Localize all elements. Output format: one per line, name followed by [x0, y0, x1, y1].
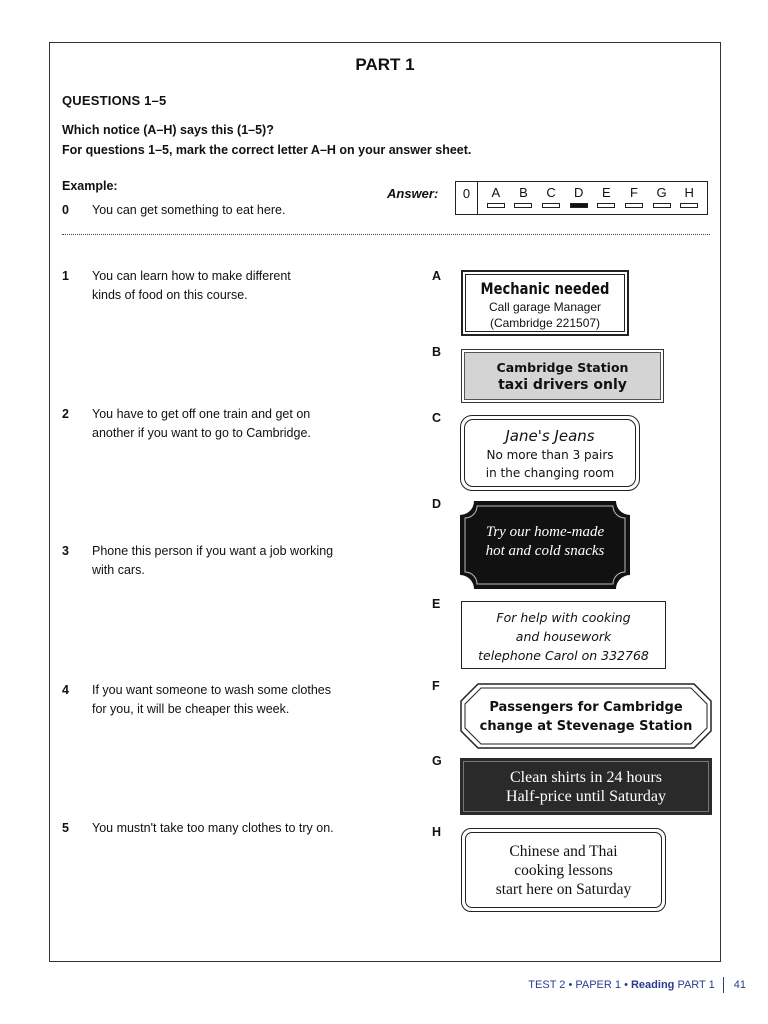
notice-f-line: Passengers for Cambridge	[489, 700, 683, 715]
answer-option-a	[484, 185, 508, 214]
answer-label: Answer:	[387, 186, 439, 201]
question-number: 2	[62, 407, 69, 421]
notice-letter: A	[432, 269, 442, 283]
answer-option-d	[567, 185, 591, 214]
example-label: Example:	[62, 179, 118, 193]
question-number: 3	[62, 544, 69, 558]
notice-a-line: (Cambridge 221507)	[489, 316, 601, 330]
instruction-line-1: Which notice (A–H) says this (1–5)?	[62, 123, 274, 137]
question-number: 5	[62, 821, 69, 835]
notice-letter: G	[432, 754, 442, 768]
example-number: 0	[62, 203, 69, 217]
notice-b-inner	[464, 352, 661, 400]
notice-letter: B	[432, 345, 442, 359]
notice-h	[461, 828, 666, 912]
instruction-line-2: For questions 1–5, mark the correct letter A–H on your answer sheet.	[62, 143, 472, 157]
notice-c-line: No more than 3 pairs	[486, 448, 614, 462]
notice-e-line: and housework	[515, 629, 612, 644]
question-text	[92, 542, 333, 580]
question-line: kinds of food on this course.	[92, 288, 248, 302]
answer-option-letter: C	[546, 185, 556, 200]
notice-a-heading: Mechanic needed	[480, 279, 610, 298]
notice-g-inner	[463, 761, 709, 812]
answer-option-f	[622, 185, 646, 214]
question-line: with cars.	[92, 563, 145, 577]
question-text	[92, 405, 311, 443]
question-number: 4	[62, 683, 69, 697]
notice-e-line: For help with cooking	[496, 610, 631, 625]
notice-letter: F	[432, 679, 440, 693]
question-line: You mustn't take too many clothes to try on.	[92, 821, 334, 835]
notice-d-text	[460, 523, 630, 561]
page-footer	[528, 977, 746, 993]
question-line: You can learn how to make different	[92, 269, 291, 283]
answer-lozenge	[653, 203, 671, 208]
notice-f-text	[460, 698, 712, 736]
notice-letter: H	[432, 825, 442, 839]
notice-c	[460, 415, 640, 491]
answer-option-c	[539, 185, 563, 214]
notice-h-line: start here on Saturday	[495, 881, 632, 898]
answer-lozenge	[542, 203, 560, 208]
footer-bullet: •	[565, 979, 576, 991]
answer-option-letter: H	[684, 185, 694, 200]
question-line: for you, it will be cheaper this week.	[92, 702, 290, 716]
answer-option-g	[650, 185, 674, 214]
page-number: 41	[733, 979, 746, 991]
footer-reading: Reading	[630, 979, 675, 991]
notice-a-inner	[465, 274, 625, 332]
answer-option-h	[677, 185, 701, 214]
notice-a-line: Call garage Manager	[488, 300, 602, 314]
question-line: another if you want to go to Cambridge.	[92, 426, 311, 440]
notice-f	[460, 683, 712, 749]
dotted-divider	[62, 234, 710, 235]
answer-grid-letters	[478, 182, 707, 214]
notice-a	[461, 270, 629, 336]
notice-g-line: Clean shirts in 24 hours	[510, 769, 662, 786]
footer-divider	[723, 977, 724, 993]
question-number: 1	[62, 269, 69, 283]
answer-option-letter: F	[629, 185, 638, 200]
notice-d-line: hot and cold snacks	[485, 543, 605, 559]
question-line: You have to get off one train and get on	[92, 407, 311, 421]
exam-page-frame	[49, 42, 721, 962]
answer-lozenge	[680, 203, 698, 208]
answer-grid-number: 0	[456, 182, 478, 214]
notice-b-line: Cambridge Station	[496, 360, 629, 375]
notice-b	[461, 349, 664, 403]
notice-g	[460, 758, 712, 815]
question-line: Phone this person if you want a job working	[92, 544, 334, 558]
notice-e	[461, 601, 666, 669]
footer-part: PART 1	[677, 979, 715, 991]
notice-e-line: telephone Carol on 332768	[478, 648, 649, 663]
answer-lozenge	[597, 203, 615, 208]
answer-lozenge	[625, 203, 643, 208]
example-answer-grid	[455, 181, 708, 215]
questions-heading: QUESTIONS 1–5	[62, 93, 167, 108]
question-text	[92, 681, 331, 719]
notice-c-inner	[464, 419, 636, 487]
notice-d-line: Try our home-made	[485, 524, 605, 540]
footer-test: TEST 2	[528, 979, 566, 991]
answer-option-letter: G	[656, 185, 667, 200]
answer-lozenge	[487, 203, 505, 208]
answer-lozenge	[570, 203, 588, 208]
part-title: PART 1	[355, 55, 415, 74]
notice-g-line: Half-price until Saturday	[506, 788, 666, 805]
answer-option-letter: D	[573, 185, 584, 200]
answer-lozenge	[514, 203, 532, 208]
notice-letter: C	[432, 411, 442, 425]
answer-option-b	[511, 185, 535, 214]
answer-option-e	[594, 185, 618, 214]
answer-option-letter: A	[491, 185, 501, 200]
question-text	[92, 267, 291, 305]
notice-letter: D	[432, 497, 442, 511]
notice-c-line: in the changing room	[485, 466, 615, 480]
answer-option-letter: B	[519, 185, 528, 200]
notice-h-line: Chinese and Thai	[509, 843, 618, 860]
question-line: If you want someone to wash some clothes	[92, 683, 332, 697]
notice-d	[460, 501, 630, 589]
notice-b-line: taxi drivers only	[498, 377, 627, 393]
question-text	[92, 819, 334, 838]
notice-h-line: cooking lessons	[514, 862, 613, 879]
notice-h-inner	[465, 832, 662, 908]
notice-f-line: change at Stevenage Station	[479, 719, 693, 734]
example-text: You can get something to eat here.	[92, 203, 286, 217]
notice-letter: E	[432, 597, 441, 611]
notice-c-heading: Jane's Jeans	[505, 427, 595, 445]
footer-bullet: •	[621, 979, 631, 991]
answer-option-letter: E	[601, 185, 611, 200]
footer-paper: PAPER 1	[575, 979, 622, 991]
